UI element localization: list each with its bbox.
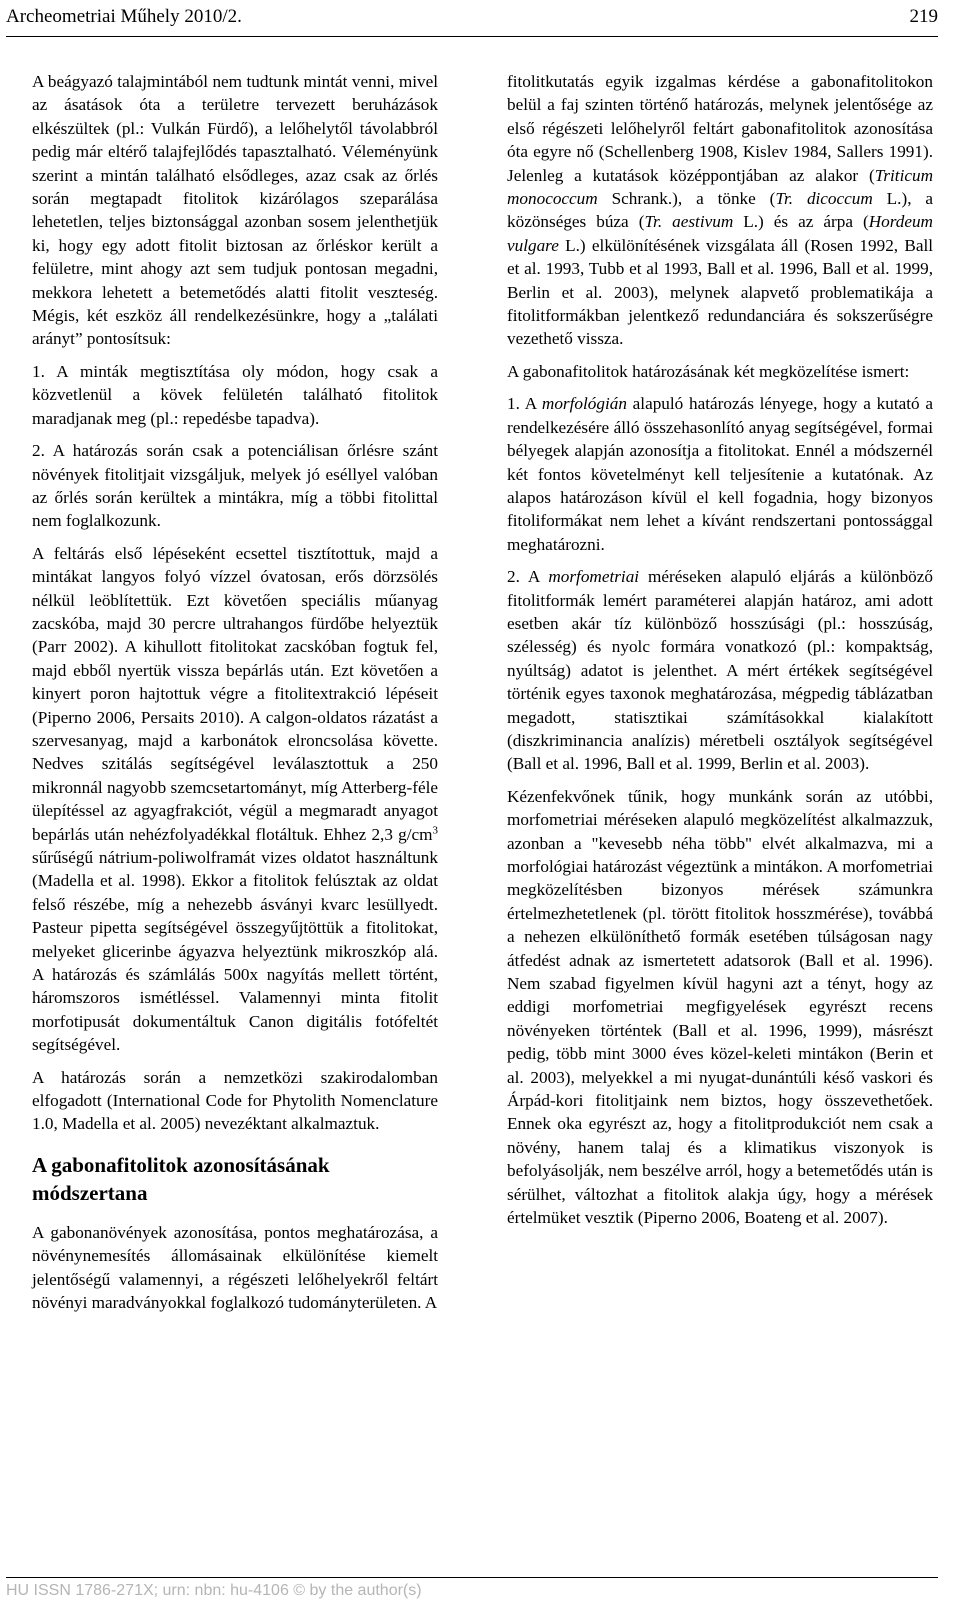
right-column (507, 70, 933, 1239)
paragraph-text: 2. A (507, 567, 549, 587)
paragraph-text: A feltárás első lépéseként ecsettel tisztítottuk, majd a mintákat langyos folyó vízzel óvatosan, erős dörzsölés nélkül leöblítettük. Ezt követően speciális műanyag zacskóba, majd 30 percre ultrahangos fürdőbe helyeztük (Parr 2002). A kihullott fitolitokat zacskóban fogtuk fel, majd ebből nyertük vissza bepárlás után. Ezt követően a kinyert poron hajtottuk végre a fitolitextrakció lépéseit (Piperno 2006, Persaits 2010). A calgon-oldatos rázatást a szervesanyag, majd a karbonátok elroncsolása követte. Nedves szitálás segítségével leválasztottuk a 250 mikronnál nagyobb szemcsetartományt, míg Atterberg-féle ülepítéssel az agyagfrakciót, végül a megmaradt anyagot bepárlás után nehézfolyadékkal flotáltuk. Ehhez 2,3 g/cm (32, 543, 438, 844)
left-column (32, 70, 438, 1324)
emphasis: morfometriai (548, 567, 640, 587)
paragraph: A határozás során a nemzetközi szakirodalomban elfogadott (International Code for Phytolith Nomenclature 1.0, Madella et al. 2005) nevezéktant alkalmaztuk. (32, 1067, 438, 1134)
paragraph-text: méréseken alapuló eljárás a különböző fitolitformák lemért paraméterei alapján határoz, ami adott esetben akár tíz különböző hosszúsági (pl.: hosszúság, szélesség) és nyolc formára vonatkozó (pl.: kompaktság, nyúltság) adatot is jelenthet. A mért értékek segítségével történik egyes taxonok meghatározása, mégpedig táblázatban megadott, statisztikai számításokkal kialakított (diszkriminancia analízis) méretbeli osztályok segítségével (Ball et al. 1996, Ball et al. 1999, Berlin et al. 2003). (507, 567, 933, 774)
paragraph (507, 392, 933, 556)
section-heading: A gabonafitolitok azonosításának módszertana (32, 1152, 330, 1205)
species-name: Tr. dicoccum (775, 189, 873, 209)
species-name: Triticum monococcum (507, 165, 933, 209)
paragraph (507, 565, 933, 776)
paragraph: 1. A minták megtisztítása oly módon, hogy csak a közvetlenül a kövek felületén található fitolitok maradjanak meg (pl.: repedésbe tapadva). (32, 361, 438, 428)
journal-title: Archeometriai Műhely 2010/2. (6, 6, 242, 27)
running-header (6, 0, 938, 37)
species-name: Hordeum vulgare (507, 212, 933, 255)
paragraph-text: L.), a közönséges búza ( (507, 189, 933, 232)
paragraph: Kézenfekvőnek tűnik, hogy munkánk során az utóbbi, morfometriai méréseken alapuló megközelítést alkalmazzuk, azonban a "kevesebb néha több" elvét alkalmazva, mi a morfológiai határozást végeztünk a mintákon. A morfometriai megközelítésben bizonyos mérések számunkra értelmezhetetlenek (pl. törött fitolitok hosszmérése), továbbá a nehezen elkülöníthető formák esetében túlságosan nagy átfedést adnak az ismertetett adatsorok (Ball et al. 1996). Nem szabad figyelmen kívül hagyni azt a tényt, hogy az eddigi morfometriai megfigyelések egyrészt recens növényeken történtek (Ball et al. 1996, 1999), másrészt pedig, több mint 3000 éves közel-keleti mintákon (Berin et al. 2003), melyekkel a mi nyugat-dunántúli késő vaskori és Árpád-kori fitolitjaink nem biztos, hogy összevethetőek. Ennek oka egyrészt az, hogy a fitolitprodukciót nem csak a növény, hanem talaj és a klimatikus viszonyok is befolyásolják, nem beszélve arról, hogy a betemetődés után is sérülhet, változhat a fitolitok alakja úgy, hogy a mérések értelmüket vesztik (Piperno 2006, Boateng et al. 2007). (507, 786, 933, 1228)
paragraph-text: alapuló határozás lényege, hogy a kutató a rendelkezésére álló összehasonlító anyag segítségével, formai bélyegek alapján azonosítja a fitolitokat. Ennél a módszernél két fontos követelményt kell teljesítenie a kutatónak. Az alapos határozáson kívül el kell fogadnia, hogy bizonyos fitoliformákat nem lehet a kívánt rendszertani pontossággal meghatározni. (507, 394, 934, 554)
paragraph-text: sűrűségű nátrium-poliwolframát vizes oldatot használtunk (Madella et al. 1998). Ekkor a fitolitok felúsztak az oldat felső részébe, míg a nehezebb ásványi kvarc lesüllyedt. Pasteur pipetta segítségével összegyűjtöttük a fitolitokat, melyeket glicerinbe ágyazva helyeztünk mikroszkóp alá. A határozás és számlálás 500x nagyítás mellett történt, háromszoros ismétléssel. Valamennyi minta fitolit morfotipusát dokumentáltuk Canon digitális fotófeltét segítségével. (32, 848, 438, 1055)
paragraph-text: L.) és az árpa ( (733, 212, 869, 232)
page-number: 219 (909, 6, 938, 27)
paragraph-text: L.) elkülönítésének vizsgálata áll (Rosen 1992, Ball et al. 1993, Tubb et al 1993, Ball et al. 1996, Ball et al. 1999, Berlin et al. 2003), melynek alapvető problematikája a fitolitformákban jelentkező redundanciára és sokszerűségre vezethető vissza. (507, 235, 933, 349)
page-footer (6, 1577, 938, 1606)
paragraph: 2. A határozás során csak a potenciálisan őrlésre szánt növények fitolitjait vizsgáljuk, melyek jó eséllyel valóban az őrlés során kerültek a mintákra, míg a többi fitolittal nem foglalkozunk. (32, 441, 438, 531)
species-name: Tr. aestivum (644, 212, 734, 232)
emphasis: morfológián (541, 394, 627, 414)
paragraph (32, 542, 438, 1057)
paragraph: A gabonafitolitok határozásának két megközelítése ismert: (507, 361, 910, 381)
paragraph (507, 70, 933, 351)
paragraph-text: Schrank.), a tönke ( (597, 189, 776, 209)
footer-text: HU ISSN 1786-271X; urn: nbn: hu-4106 © by the author(s) (6, 1582, 422, 1599)
superscript: 3 (432, 823, 438, 836)
paragraph-text: fitolitkutatás egyik izgalmas kérdése a gabonafitolitokon belül a faj szinten történő határozás, melynek jelentősége az első régészeti lelőhelyről feltárt gabonafitolitok azonosítása óta egyre nő (Schellenberg 1908, Kislev 1984, Sallers 1991). Jelenleg a kutatások középpontjában az alakor ( (507, 72, 933, 185)
paragraph: A gabonanövények azonosítása, pontos meghatározása, a növénynemesítés állomásainak elkülönítése kiemelt jelentőségű valamennyi, a régészeti lelőhelyekről feltárt növényi maradványokkal foglalkozó tudományterületen. A (32, 1222, 438, 1313)
paragraph: A beágyazó talajmintából nem tudtunk mintát venni, mivel az ásatások óta a területre tervezett beruházások elkészültek (pl.: Vulkán Fürdő), a lelőhelytől távolabbról pedig már eltérő talajfejlődés tapasztalható. Véleményünk szerint a mintán található elsődleges, azaz csak az őrlés során megtapadt fitolitok kizárólagos szeparálása lehetetlen, teljes biztonsággal azonban sosem jelenthetjük ki, hogy egy adott fitolit biztosan az őrléskor került a felületre, mint ahogy azt sem tudjuk pontosan megadni, mekkora lehetett a betemetődés alatti fitolit veszteség. Mégis, két eszköz áll rendelkezésünkre, hogy a „találati arányt” pontosítsuk: (32, 72, 438, 349)
paragraph-text: 1. A (507, 394, 542, 414)
